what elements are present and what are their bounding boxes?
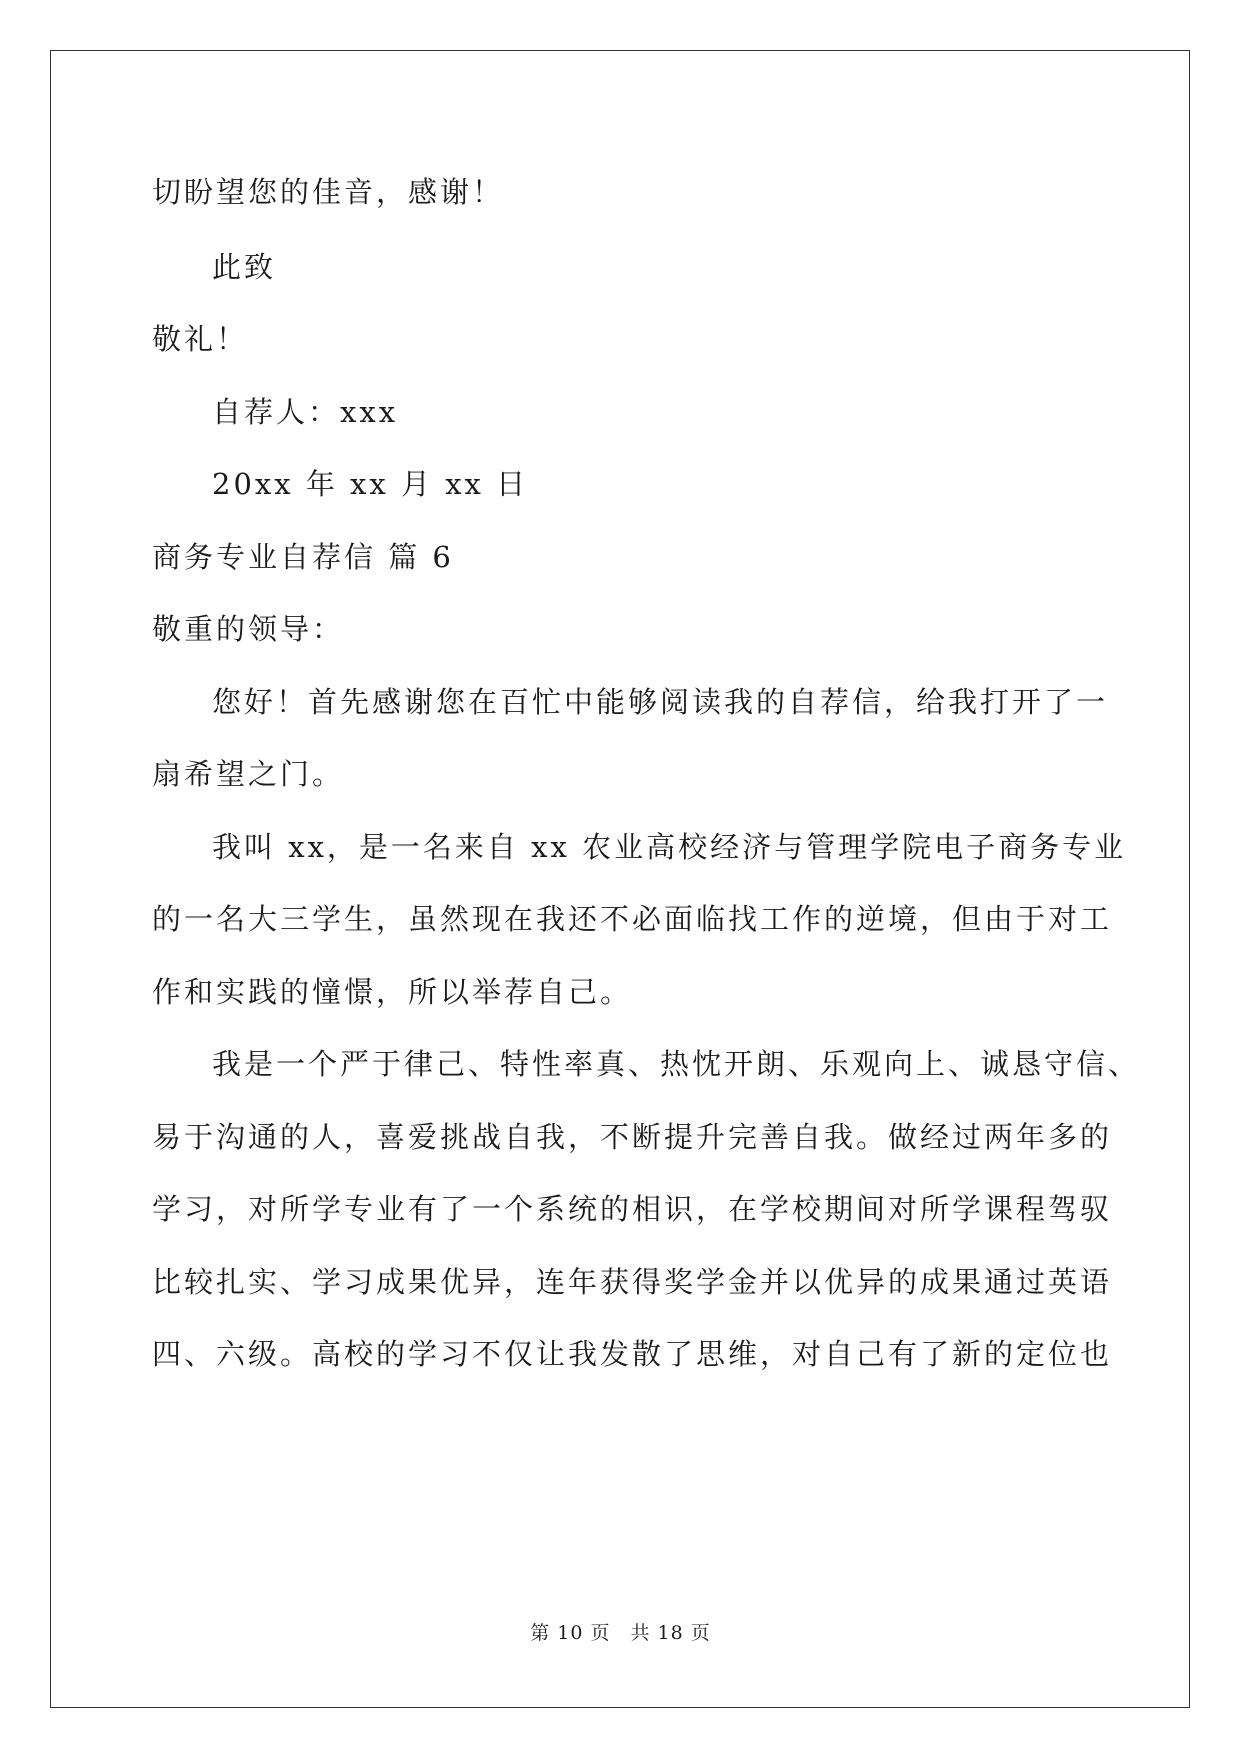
salutation-cizhi: 此致 [212, 250, 277, 284]
paragraph-line: 的一名大三学生，虽然现在我还不必面临找工作的逆境，但由于对工 [152, 902, 1113, 936]
paragraph-line: 您好！首先感谢您在百忙中能够阅读我的自荐信，给我打开了一 [212, 685, 1109, 719]
closing-line: 切盼望您的佳音，感谢！ [152, 175, 505, 209]
paragraph-line: 比较扎实、学习成果优异，连年获得奖学金并以优异的成果通过英语 [152, 1265, 1113, 1299]
paragraph-line: 四、六级。高校的学习不仅让我发散了思维，对自己有了新的定位也 [152, 1337, 1113, 1371]
paragraph-line: 我是一个严于律己、特性率真、热忱开朗、乐观向上、诚恳守信、 [212, 1047, 1141, 1081]
paragraph-line: 学习，对所学专业有了一个系统的相识，在学校期间对所学课程驾驭 [152, 1192, 1113, 1226]
paragraph-line: 我叫 xx，是一名来自 xx 农业高校经济与管理学院电子商务专业 [212, 830, 1127, 864]
paragraph-line: 作和实践的憧憬，所以举荐自己。 [152, 975, 633, 1009]
paragraph-line: 易于沟通的人，喜爱挑战自我，不断提升完善自我。做经过两年多的 [152, 1120, 1113, 1154]
page-number-footer: 第 10 页 共 18 页 [530, 1622, 711, 1644]
page-border [50, 50, 1190, 1708]
section-heading: 商务专业自荐信 篇 6 [152, 540, 454, 574]
paragraph-line: 扇希望之门。 [152, 757, 345, 791]
date-line: 20xx 年 xx 月 xx 日 [212, 467, 529, 501]
signature-line: 自荐人：xxx [212, 395, 399, 429]
letter-greeting: 敬重的领导： [152, 612, 345, 646]
salutation-jingli: 敬礼！ [152, 322, 249, 356]
